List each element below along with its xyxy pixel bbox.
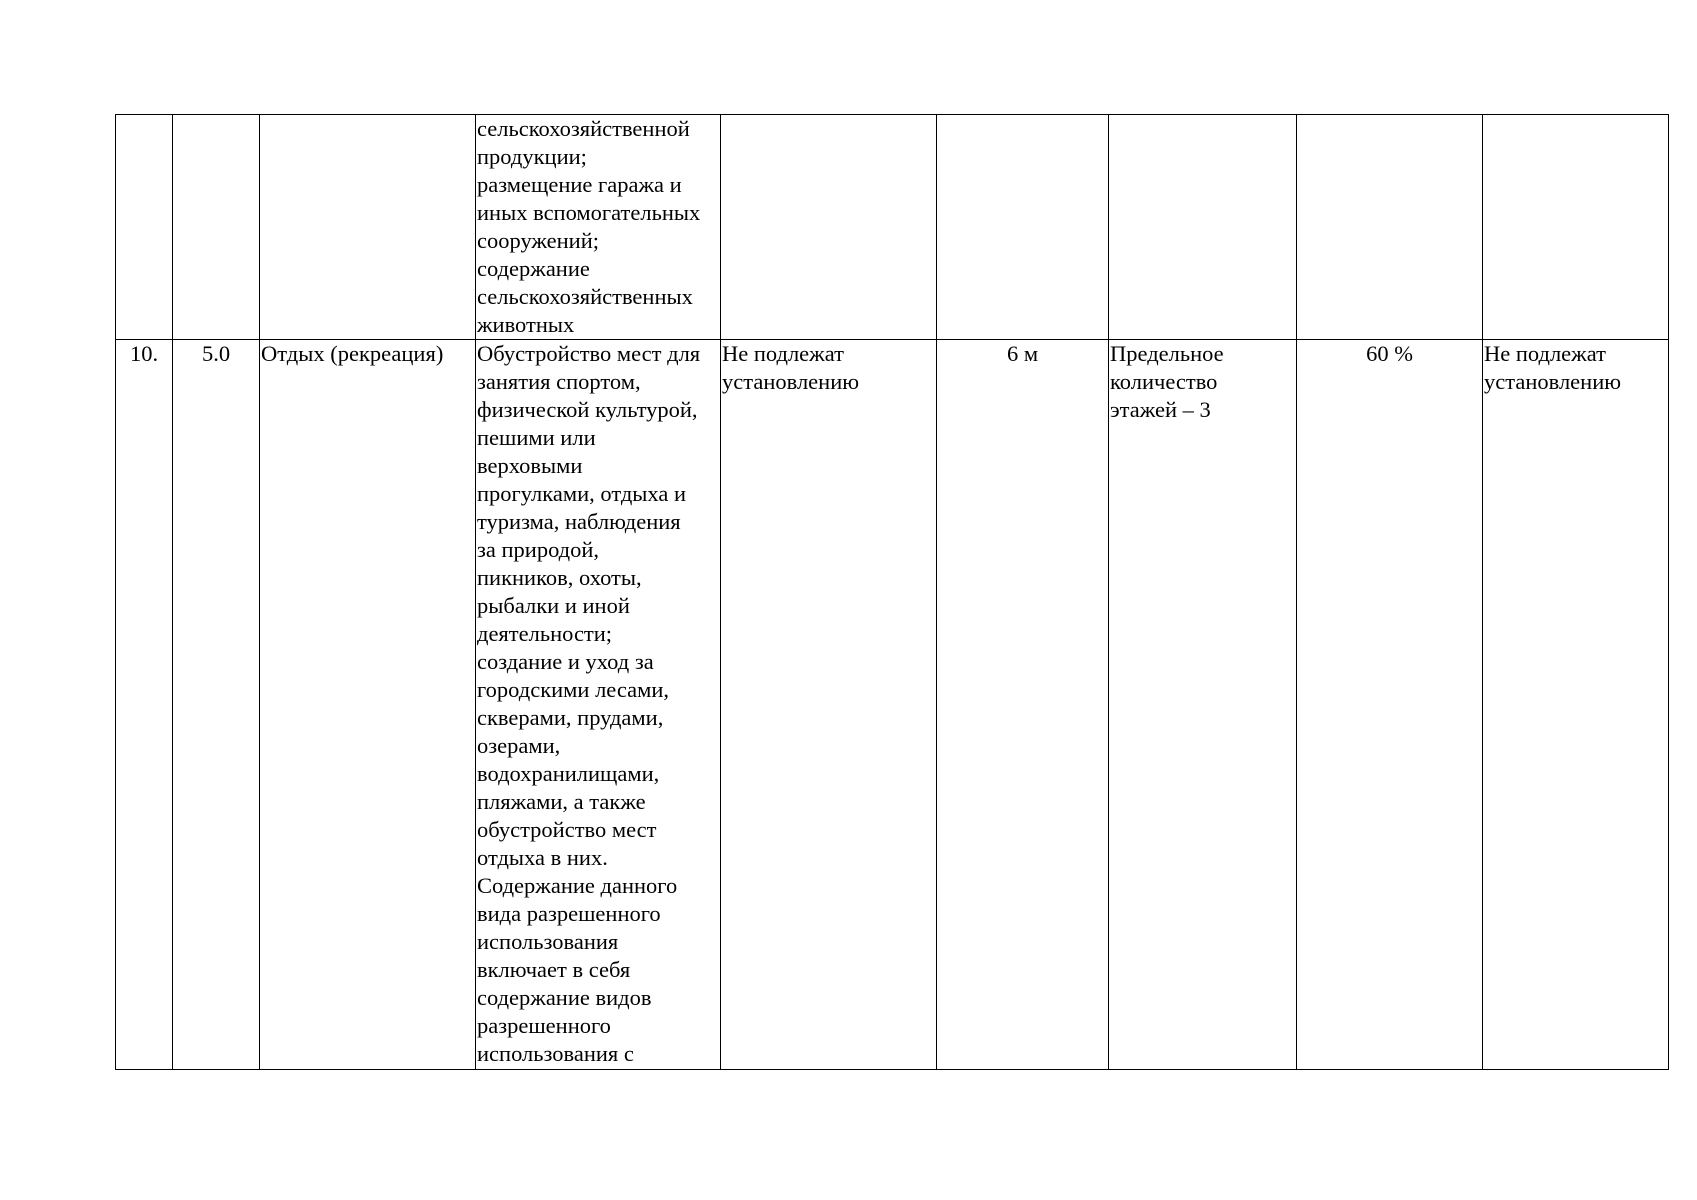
- cell-other-params: [1483, 115, 1669, 340]
- cell-plot-size: [721, 340, 937, 1070]
- cell-max-floors: [1109, 340, 1297, 1070]
- cell-number: [116, 115, 173, 340]
- description-line: сооружений;: [477, 228, 600, 253]
- description-line: разрешенного: [477, 1013, 611, 1038]
- description-line: скверами, прудами,: [477, 705, 664, 730]
- cell-number: 10.: [116, 340, 173, 1070]
- cell-setback: [937, 115, 1109, 340]
- description-line: отдыха в них.: [477, 845, 608, 870]
- plot-size-line: Не подлежат: [722, 341, 844, 366]
- table-row: [116, 115, 1669, 340]
- cell-plot-size: [721, 115, 937, 340]
- description-line: использования с: [477, 1041, 634, 1066]
- cell-use-name: Отдых (рекреация): [260, 340, 476, 1070]
- description-line: занятия спортом,: [477, 369, 641, 394]
- description-line: содержание: [477, 256, 590, 281]
- description-line: за природой,: [477, 537, 600, 562]
- cell-coverage: 60 %: [1297, 340, 1483, 1070]
- cell-coverage: [1297, 115, 1483, 340]
- plot-size-line: установлению: [722, 369, 860, 394]
- other-params-line: установлению: [1484, 369, 1622, 394]
- description-line: сельскохозяйственных: [477, 284, 693, 309]
- description-line: озерами,: [477, 733, 561, 758]
- description-line: сельскохозяйственной: [477, 116, 690, 141]
- description-line: создание и уход за: [477, 649, 654, 674]
- description-line: городскими лесами,: [477, 677, 670, 702]
- description-line: иных вспомогательных: [477, 200, 701, 225]
- other-params-line: Не подлежат: [1484, 341, 1606, 366]
- description-line: Обустройство мест для: [477, 341, 701, 366]
- description-line: использования: [477, 929, 619, 954]
- max-floors-line: Предельное: [1110, 341, 1224, 366]
- cell-max-floors: [1109, 115, 1297, 340]
- cell-code: [173, 115, 260, 340]
- description-line: туризма, наблюдения: [477, 509, 681, 534]
- description-line: содержание видов: [477, 985, 652, 1010]
- table-row: [116, 340, 1669, 1070]
- cell-description: [476, 115, 721, 340]
- cell-setback: 6 м: [937, 340, 1109, 1070]
- description-line: вида разрешенного: [477, 901, 661, 926]
- description-line: верховыми: [477, 453, 583, 478]
- description-line: Содержание данного: [477, 873, 678, 898]
- cell-other-params: [1483, 340, 1669, 1070]
- max-floors-line: этажей – 3: [1110, 397, 1211, 422]
- description-line: обустройство мест: [477, 817, 657, 842]
- cell-use-name: [260, 115, 476, 340]
- description-line: продукции;: [477, 144, 587, 169]
- cell-description: [476, 340, 721, 1070]
- description-line: включает в себя: [477, 957, 631, 982]
- description-line: пляжами, а также: [477, 789, 646, 814]
- description-line: животных: [477, 312, 575, 337]
- description-line: размещение гаража и: [477, 172, 682, 197]
- description-line: прогулками, отдыха и: [477, 481, 687, 506]
- description-line: пикников, охоты,: [477, 565, 642, 590]
- land-use-regulations-table: [115, 114, 1669, 1070]
- description-line: рыбалки и иной: [477, 593, 630, 618]
- description-line: водохранилищами,: [477, 761, 660, 786]
- cell-code: 5.0: [173, 340, 260, 1070]
- description-line: пешими или: [477, 425, 596, 450]
- max-floors-line: количество: [1110, 369, 1218, 394]
- description-line: физической культурой,: [477, 397, 698, 422]
- description-line: деятельности;: [477, 621, 613, 646]
